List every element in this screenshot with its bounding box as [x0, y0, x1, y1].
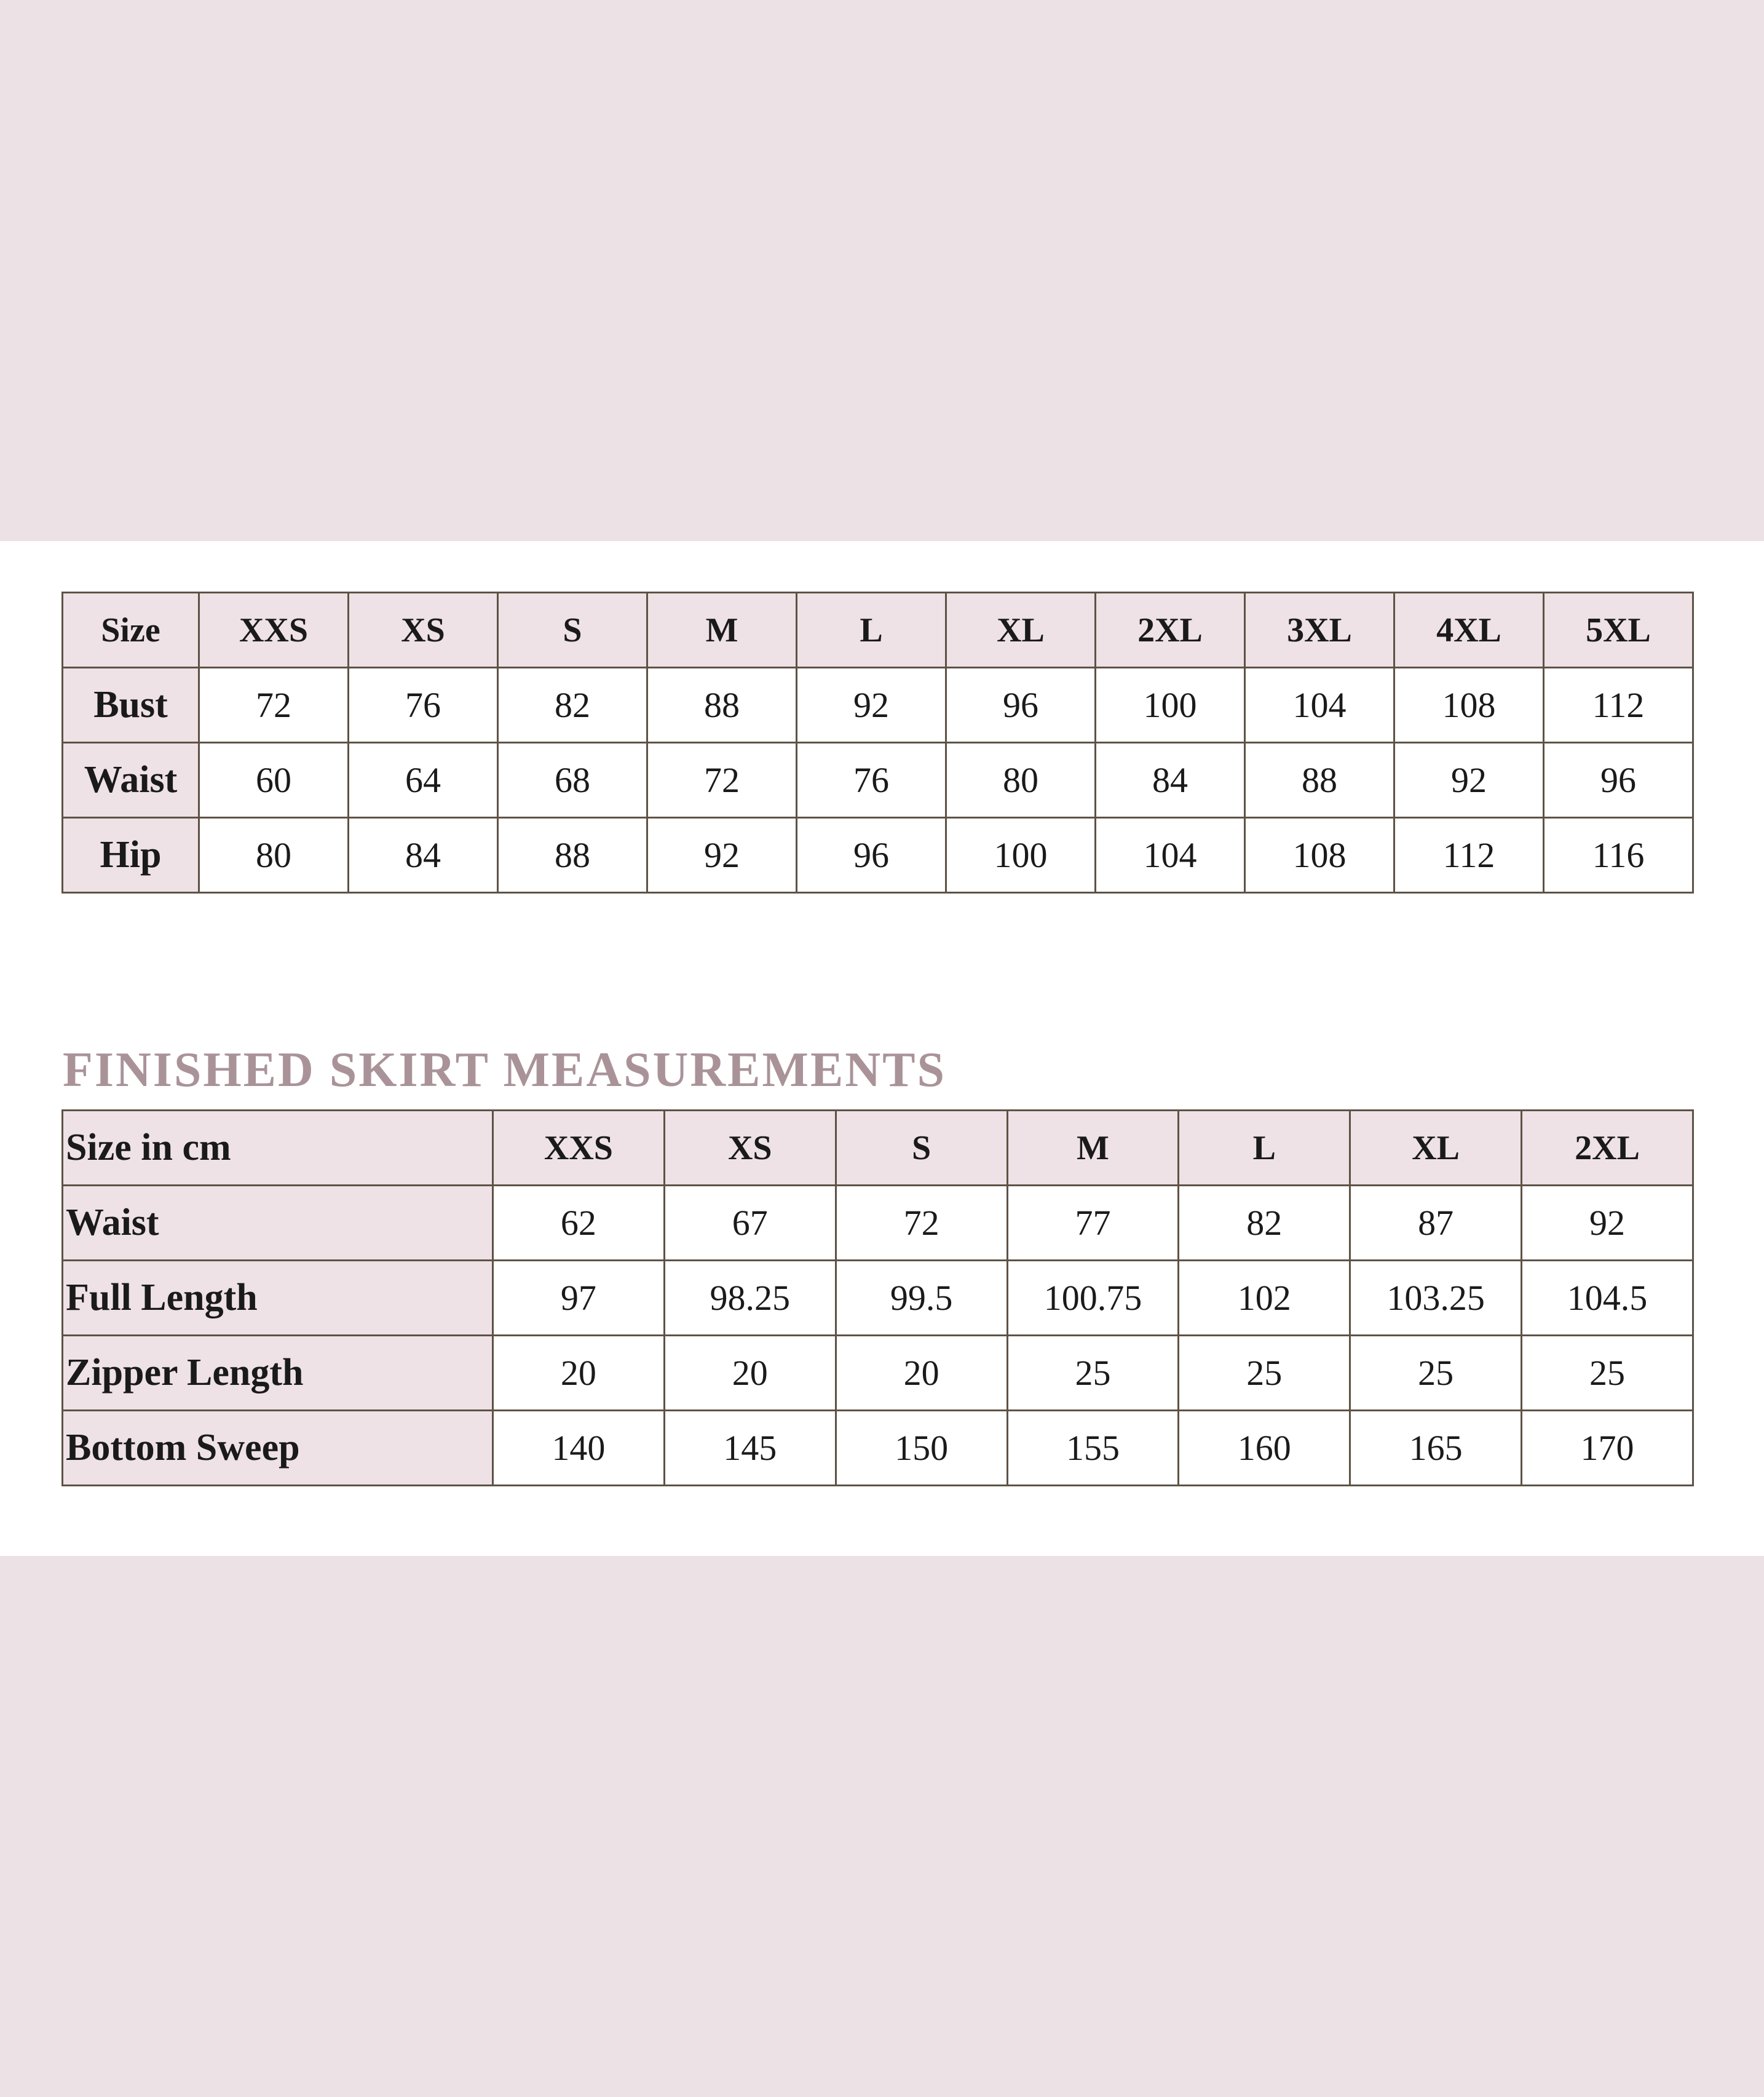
- table-row: [63, 1186, 1693, 1261]
- table-cell: 80: [946, 743, 1096, 818]
- table-header-row: [63, 1111, 1693, 1186]
- table-row: [63, 668, 1693, 743]
- table-cell: 92: [797, 668, 946, 743]
- table-cell: 88: [498, 818, 647, 893]
- row-label-full-length: Full Length: [63, 1261, 493, 1336]
- table-cell: 104: [1245, 668, 1394, 743]
- row-label-waist: Waist: [63, 743, 199, 818]
- size-column-header: S: [836, 1111, 1007, 1186]
- size-column-header: L: [797, 593, 946, 668]
- size-column-header: 4XL: [1394, 593, 1544, 668]
- table-cell: 67: [664, 1186, 836, 1261]
- table-cell: 170: [1522, 1411, 1693, 1486]
- table-header-row: [63, 593, 1693, 668]
- table-cell: 60: [199, 743, 349, 818]
- table-cell: 20: [836, 1336, 1007, 1411]
- table-cell: 102: [1179, 1261, 1350, 1336]
- table-cell: 84: [349, 818, 498, 893]
- skirt-section-title: FINISHED SKIRT MEASUREMENTS: [63, 1043, 947, 1097]
- table-cell: 145: [664, 1411, 836, 1486]
- skirt-measurements-table: [61, 1109, 1694, 1486]
- table-cell: 20: [493, 1336, 665, 1411]
- body-measurements-table: [61, 592, 1694, 894]
- row-label-bottom-sweep: Bottom Sweep: [63, 1411, 493, 1486]
- size-column-header: XXS: [199, 593, 349, 668]
- table-cell: 96: [1544, 743, 1693, 818]
- table-cell: 25: [1007, 1336, 1179, 1411]
- table-cell: 165: [1350, 1411, 1522, 1486]
- table-cell: 92: [1522, 1186, 1693, 1261]
- table-cell: 84: [1096, 743, 1245, 818]
- table-cell: 108: [1245, 818, 1394, 893]
- table-cell: 25: [1522, 1336, 1693, 1411]
- size-column-header: XL: [1350, 1111, 1522, 1186]
- table-cell: 76: [349, 668, 498, 743]
- table-row: [63, 1261, 1693, 1336]
- table-cell: 87: [1350, 1186, 1522, 1261]
- table-cell: 104.5: [1522, 1261, 1693, 1336]
- size-column-header: XS: [349, 593, 498, 668]
- table-cell: 108: [1394, 668, 1544, 743]
- size-column-header: L: [1179, 1111, 1350, 1186]
- table-row: [63, 818, 1693, 893]
- size-column-header: M: [1007, 1111, 1179, 1186]
- table-cell: 68: [498, 743, 647, 818]
- table-row: [63, 1411, 1693, 1486]
- size-column-header: XXS: [493, 1111, 665, 1186]
- table-cell: 25: [1179, 1336, 1350, 1411]
- size-column-header: 5XL: [1544, 593, 1693, 668]
- table-cell: 100.75: [1007, 1261, 1179, 1336]
- table-cell: 62: [493, 1186, 665, 1261]
- table-cell: 80: [199, 818, 349, 893]
- table-cell: 72: [199, 668, 349, 743]
- table-cell: 82: [498, 668, 647, 743]
- table-cell: 72: [836, 1186, 1007, 1261]
- table-cell: 77: [1007, 1186, 1179, 1261]
- table-row: [63, 1336, 1693, 1411]
- table-cell: 92: [647, 818, 797, 893]
- table-cell: 140: [493, 1411, 665, 1486]
- size-column-header: S: [498, 593, 647, 668]
- table-cell: 98.25: [664, 1261, 836, 1336]
- table-cell: 88: [647, 668, 797, 743]
- table-cell: 82: [1179, 1186, 1350, 1261]
- table-cell: 76: [797, 743, 946, 818]
- table-cell: 96: [946, 668, 1096, 743]
- size-label-cell: Size: [63, 593, 199, 668]
- size-column-header: 3XL: [1245, 593, 1394, 668]
- row-label-zipper-length: Zipper Length: [63, 1336, 493, 1411]
- table-cell: 104: [1096, 818, 1245, 893]
- size-in-cm-label: Size in cm: [63, 1111, 493, 1186]
- size-column-header: XL: [946, 593, 1096, 668]
- row-label-hip: Hip: [63, 818, 199, 893]
- size-column-header: 2XL: [1096, 593, 1245, 668]
- row-label-waist: Waist: [63, 1186, 493, 1261]
- size-column-header: 2XL: [1522, 1111, 1693, 1186]
- table-cell: 92: [1394, 743, 1544, 818]
- table-cell: 20: [664, 1336, 836, 1411]
- size-column-header: M: [647, 593, 797, 668]
- table-cell: 25: [1350, 1336, 1522, 1411]
- table-cell: 160: [1179, 1411, 1350, 1486]
- table-cell: 72: [647, 743, 797, 818]
- table-cell: 96: [797, 818, 946, 893]
- table-cell: 97: [493, 1261, 665, 1336]
- table-cell: 112: [1544, 668, 1693, 743]
- table-cell: 99.5: [836, 1261, 1007, 1336]
- table-cell: 103.25: [1350, 1261, 1522, 1336]
- table-cell: 64: [349, 743, 498, 818]
- table-cell: 100: [946, 818, 1096, 893]
- row-label-bust: Bust: [63, 668, 199, 743]
- size-column-header: XS: [664, 1111, 836, 1186]
- table-cell: 116: [1544, 818, 1693, 893]
- table-cell: 155: [1007, 1411, 1179, 1486]
- table-row: [63, 743, 1693, 818]
- table-cell: 88: [1245, 743, 1394, 818]
- table-cell: 100: [1096, 668, 1245, 743]
- table-cell: 150: [836, 1411, 1007, 1486]
- table-cell: 112: [1394, 818, 1544, 893]
